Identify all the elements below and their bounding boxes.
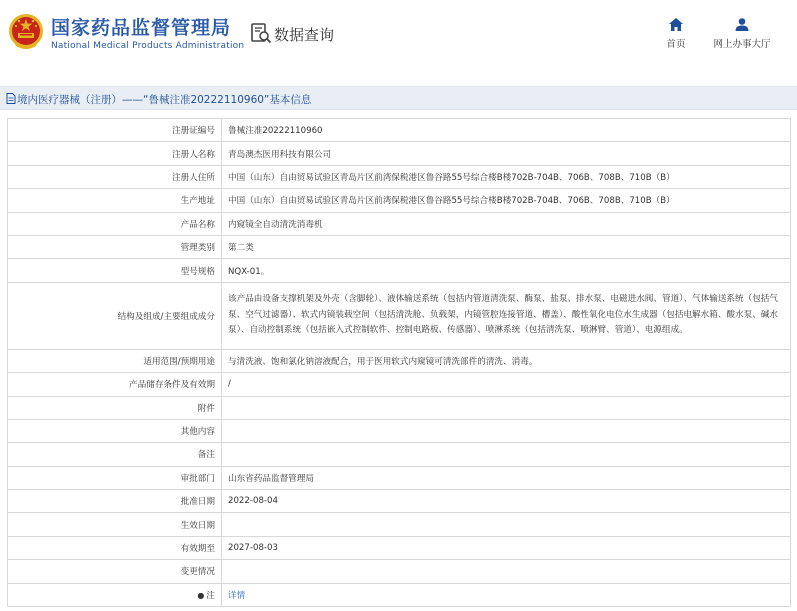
row-label: 生产地址: [180, 196, 215, 207]
data-query-icon: [250, 22, 272, 44]
row-value: 2027-08-03: [228, 543, 278, 554]
row-label-cell: [8, 235, 222, 258]
row-label: 适用范围/预期用途: [143, 356, 215, 367]
nav-online-office-label: 网上办事大厅: [713, 39, 771, 50]
row-label: 备注: [197, 450, 215, 461]
row-value: 该产品由设备支撑机架及外壳（含脚轮）、液体输送系统（包括内管道清洗泵、酶泵、盐泵、排水泵、电磁进水阀、管道）、气体输送系统（包括气泵、空气过滤器）、软式内镜装载空间（包括清洗舱、负载架，内镜管腔连接管道、槽盖）、酸性氧化电位水生成器（包括电解水箱、酸水泵、碱水泵）、自动控制系统（包括嵌入式控制软件、控制电路板、传感器）、喷淋系统（包括清洗泵、喷淋臂、管道）、电源组成。: [228, 294, 778, 336]
row-label-cell: [8, 490, 222, 513]
row-value-cell: [222, 419, 791, 442]
row-value: 鲁械注准20222110960: [228, 126, 323, 137]
row-label: 批准日期: [180, 497, 215, 508]
row-label: 注册人名称: [172, 149, 215, 160]
site-name-en: National Medical Products Administration: [51, 41, 245, 51]
row-value: 中国（山东）自由贸易试验区青岛片区前湾保税港区鲁谷路55号综合楼B楼702B-704B、706B、708B、710B（B）: [228, 196, 675, 207]
table-row: [8, 443, 791, 466]
row-value-cell: [222, 165, 791, 188]
row-label-cell: [8, 396, 222, 419]
row-label-cell: [8, 560, 222, 583]
document-icon: [6, 93, 16, 104]
row-value: 与清洗液、饱和氯化钠溶液配合，用于医用软式内窥镜可清洗部件的清洗、消毒。: [228, 356, 538, 367]
row-label-cell: [8, 142, 222, 165]
row-value: 中国（山东）自由贸易试验区青岛片区前湾保税港区鲁谷路55号综合楼B楼702B-704B、706B、708B、710B（B）: [228, 172, 675, 183]
row-value-cell: [222, 490, 791, 513]
row-value-cell: [222, 119, 791, 142]
row-label: 注: [206, 590, 215, 601]
table-row: [8, 513, 791, 536]
row-value: 2022-08-04: [228, 496, 278, 507]
table-row: [8, 466, 791, 489]
row-value: 内窥镜全自动清洗消毒机: [228, 219, 323, 230]
table-row: [8, 142, 791, 165]
row-value-cell: [222, 560, 791, 583]
row-label-cell: [8, 443, 222, 466]
table-row: [8, 189, 791, 212]
row-label: 型号规格: [180, 266, 215, 277]
row-label-cell: [8, 536, 222, 559]
row-value: 山东省药品监督管理局: [228, 473, 314, 484]
row-label: 审批部门: [180, 473, 215, 484]
row-label-cell: [8, 212, 222, 235]
row-value-cell: [222, 536, 791, 559]
row-value-cell: [222, 466, 791, 489]
row-label-cell: [8, 165, 222, 188]
table-row: [8, 212, 791, 235]
row-value-cell: [222, 235, 791, 258]
row-label: 产品储存条件及有效期: [129, 380, 215, 391]
nav-online-office[interactable]: [710, 18, 774, 50]
row-value: 第二类: [228, 243, 254, 254]
row-label-cell: [8, 373, 222, 396]
row-label: 产品名称: [180, 219, 215, 230]
table-row: [8, 282, 791, 349]
row-label-cell: [8, 282, 222, 349]
breadcrumb-text: 境内医疗器械（注册）——“鲁械注准20222110960”基本信息: [17, 94, 312, 106]
row-value-cell: [222, 396, 791, 419]
breadcrumb: [0, 86, 797, 110]
details-link[interactable]: 详情: [228, 590, 246, 601]
row-label-cell: [8, 189, 222, 212]
row-label: 注册人住所: [172, 172, 215, 183]
row-label: 有效期至: [180, 544, 215, 555]
table-row: [8, 396, 791, 419]
table-row: [8, 536, 791, 559]
pin-icon: ●: [197, 590, 205, 600]
table-row: [8, 560, 791, 583]
site-header: [0, 0, 797, 72]
row-label: 附件: [197, 403, 215, 414]
row-value-cell: [222, 282, 791, 349]
table-row: [8, 235, 791, 258]
nav-home-label: 首页: [666, 39, 686, 50]
row-value-cell: [222, 189, 791, 212]
row-value-cell: [222, 443, 791, 466]
table-row: [8, 259, 791, 282]
row-value: 青岛澳杰医用科技有限公司: [228, 149, 332, 160]
row-label-cell: [8, 419, 222, 442]
row-label-cell: [8, 466, 222, 489]
row-label-cell: [8, 349, 222, 372]
row-value-cell: [222, 583, 791, 606]
row-label: 管理类别: [180, 243, 215, 254]
table-row: [8, 349, 791, 372]
table-row: [8, 119, 791, 142]
row-label: 变更情况: [180, 567, 215, 578]
row-value-cell: [222, 259, 791, 282]
table-row: [8, 165, 791, 188]
row-value-cell: [222, 349, 791, 372]
row-label: 注册证编号: [172, 126, 215, 137]
row-value: /: [228, 379, 231, 390]
row-label-cell: [8, 119, 222, 142]
national-emblem-icon: [8, 12, 44, 52]
row-label: 其他内容: [180, 427, 215, 438]
row-value-cell: [222, 513, 791, 536]
home-icon: [669, 18, 683, 31]
table-row: [8, 583, 791, 606]
row-label-cell: [8, 513, 222, 536]
table-row: [8, 419, 791, 442]
data-query-title: 数据查询: [274, 26, 335, 44]
nav-home[interactable]: [662, 18, 690, 50]
row-label-cell: [8, 259, 222, 282]
row-value-cell: [222, 373, 791, 396]
row-label: 生效日期: [180, 520, 215, 531]
row-label-cell: [8, 583, 222, 606]
row-value-cell: [222, 142, 791, 165]
row-value-cell: [222, 212, 791, 235]
row-label: 结构及组成/主要组成成分: [117, 311, 215, 322]
registration-detail-table: [7, 118, 791, 607]
user-icon: [735, 18, 749, 31]
row-value: NQX-01。: [228, 266, 270, 277]
table-row: [8, 373, 791, 396]
table-row: [8, 490, 791, 513]
site-name-cn: 国家药品监督管理局: [51, 17, 232, 39]
